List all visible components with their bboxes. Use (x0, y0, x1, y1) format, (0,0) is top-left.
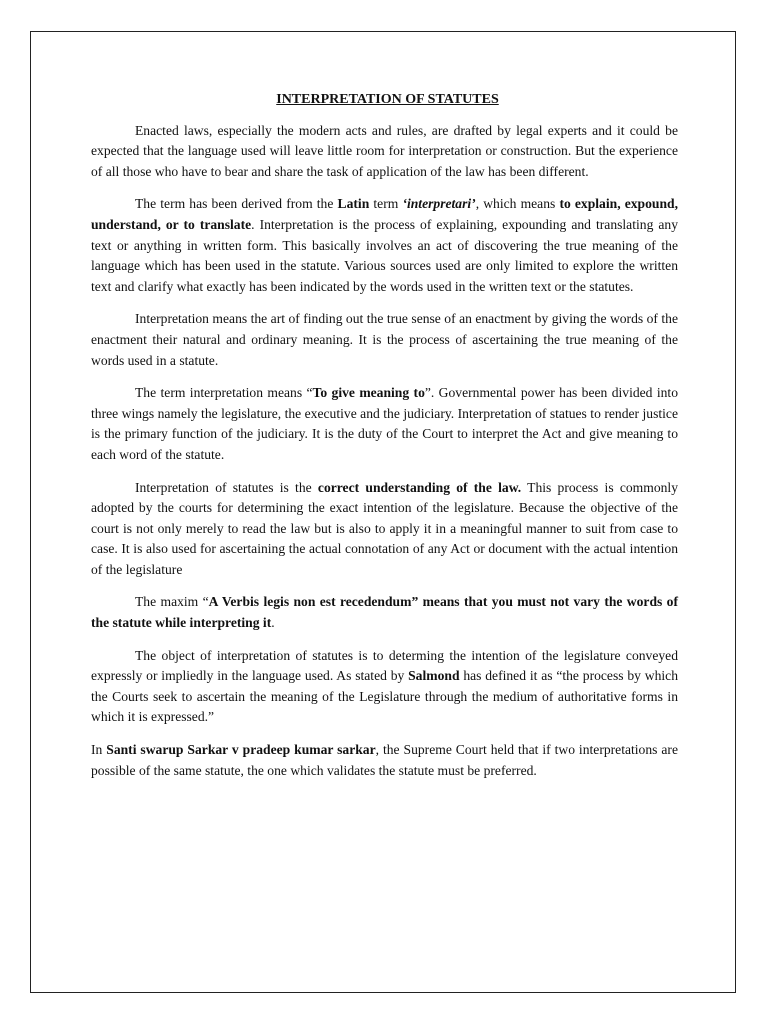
text-run: , the Supreme Court held that if two interpretations are possible of the same statute, the one which validates the statute must be preferred. (91, 742, 678, 778)
text-run: has defined it as “the process by which the Courts seek to ascertain the meaning of the Legislature through the medium of authoritative forms in which it is expressed.” (91, 668, 678, 725)
text-run: In (91, 742, 107, 758)
text-run: This process is commonly adopted by the courts for determining the exact intention of the legislature. Because the objective of the court is not only merely to read the law but is also to apply it in a meaningful manner to suit from case to case. It is also used for ascertaining the actual connotation of any Act or document with the actual intention of the legislature (91, 479, 678, 577)
text-run: The maxim “ (135, 594, 209, 610)
text-run: The term interpretation means “ (135, 385, 313, 401)
bold-text: to explain, expound, understand, or to translate (91, 196, 678, 232)
bold-text: Latin (337, 196, 370, 212)
text-run: Interpretation means the art of finding out the true sense of an enactment by giving the words of the enactment their natural and ordinary meaning. It is the process of ascertaining the true meaning of the words used in a statute. (91, 311, 678, 368)
text-run: , which means (475, 196, 560, 212)
paragraph-5 (91, 478, 678, 581)
document-title: INTERPRETATION OF STATUTES (276, 92, 499, 107)
document-body (91, 90, 678, 793)
bold-text: To give meaning to (312, 385, 425, 401)
paragraph-7 (91, 646, 678, 728)
text-run: The object of interpretation of statutes is to determing the intention of the legislature conveyed expressly or impliedly in the language used. As stated by (91, 647, 678, 684)
text-run: term (369, 196, 403, 212)
text-run: Enacted laws, especially the modern acts and rules, are drafted by legal experts and it could be expected that the language used will leave little room for interpretation or construction. But the experience of all those who have to bear and share the task of application of the law has been different. (91, 122, 678, 179)
bold-text: Salmond (408, 668, 460, 684)
paragraph-3 (91, 309, 678, 371)
text-run: Interpretation of statutes is the (135, 479, 318, 495)
paragraph-8 (91, 740, 678, 781)
bold-text: correct understanding of the law. (317, 479, 522, 495)
paragraph-4 (91, 383, 678, 465)
text-run: . Interpretation is the process of explaining, expounding and translating any text or anything in written form. This basically involves an act of discovering the true meaning of the language which has been used in the statute. Various sources used are only limited to explore the written text and clarify what exactly has been indicated by the words used in the written text or the statutes. (91, 216, 679, 294)
paragraph-2 (91, 194, 678, 297)
text-run: ”. Governmental power has been divided into three wings namely the legislature, the executive and the judiciary. Interpretation of statues to render justice is the primary function of the judiciary. It is the duty of the Court to interpret the Act and give meaning to each word of the statute. (91, 385, 678, 462)
paragraph-container (91, 121, 678, 782)
text-run: . (271, 615, 275, 631)
bold-text: A Verbis legis non est recedendum” means that you must not vary the words of the statute while interpreting it (91, 594, 678, 631)
paragraph-1 (91, 121, 678, 183)
paragraph-6 (91, 592, 678, 633)
bold-italic-text: ‘interpretari’ (402, 196, 476, 212)
text-run: The term has been derived from the (135, 196, 338, 212)
bold-text: Santi swarup Sarkar v pradeep kumar sarkar (106, 742, 376, 758)
